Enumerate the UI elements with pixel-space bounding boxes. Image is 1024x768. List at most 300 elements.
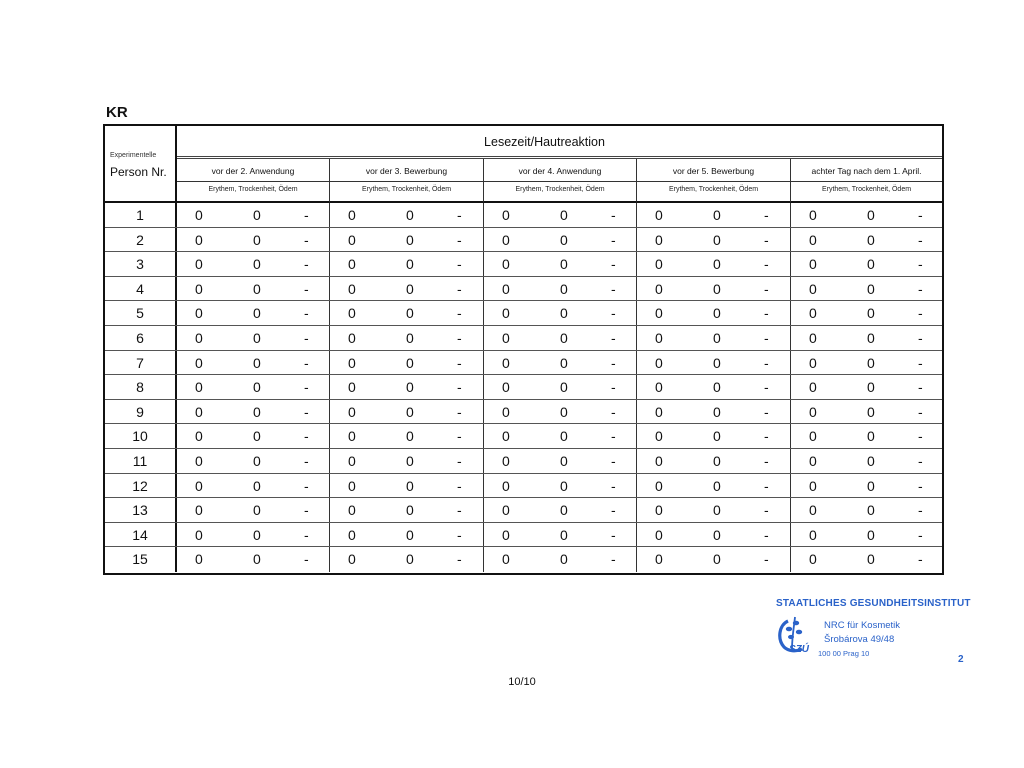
- odem-value: -: [611, 231, 616, 248]
- odem-value: -: [304, 551, 309, 568]
- table-row: [105, 228, 942, 253]
- trockenheit-value: 0: [253, 305, 261, 322]
- reaction-cell: [177, 449, 330, 473]
- trockenheit-value: 0: [560, 551, 568, 568]
- odem-value: -: [611, 256, 616, 273]
- trockenheit-value: 0: [713, 256, 721, 273]
- odem-value: -: [611, 526, 616, 543]
- reaction-cell: [177, 424, 330, 448]
- odem-value: -: [304, 305, 309, 322]
- reaction-cell: [177, 351, 330, 375]
- reaction-cell: [791, 474, 942, 498]
- reaction-cell: [484, 301, 637, 325]
- erythem-value: 0: [348, 526, 356, 543]
- odem-value: -: [611, 428, 616, 445]
- trockenheit-value: 0: [713, 502, 721, 519]
- trockenheit-value: 0: [253, 526, 261, 543]
- odem-value: -: [918, 231, 923, 248]
- erythem-value: 0: [655, 354, 663, 371]
- odem-value: -: [457, 207, 462, 223]
- trockenheit-value: 0: [713, 477, 721, 494]
- odem-value: -: [764, 428, 769, 445]
- trockenheit-value: 0: [867, 305, 875, 322]
- trockenheit-value: 0: [867, 428, 875, 445]
- reaction-cell: [484, 547, 637, 572]
- erythem-value: 0: [809, 551, 817, 568]
- table-row: [105, 424, 942, 449]
- erythem-value: 0: [195, 207, 203, 223]
- trockenheit-value: 0: [406, 403, 414, 420]
- row-header-small-label: Experimentelle: [110, 152, 157, 159]
- odem-value: -: [457, 551, 462, 568]
- table-row: [105, 203, 942, 228]
- erythem-value: 0: [348, 428, 356, 445]
- odem-value: -: [918, 379, 923, 396]
- table-row: [105, 301, 942, 326]
- reaction-cell: [330, 498, 484, 522]
- trockenheit-value: 0: [406, 256, 414, 273]
- period-label: vor der 3. Bewerbung: [365, 166, 448, 176]
- reaction-cell: [330, 474, 484, 498]
- reaction-cell: [177, 523, 330, 547]
- reaction-cell: [484, 277, 637, 301]
- trockenheit-value: 0: [560, 305, 568, 322]
- odem-value: -: [918, 256, 923, 273]
- reaction-cell: [177, 547, 330, 572]
- institute-stamp: [772, 598, 972, 678]
- odem-value: -: [764, 354, 769, 371]
- trockenheit-value: 0: [253, 207, 261, 223]
- reaction-cell: [637, 375, 791, 399]
- trockenheit-value: 0: [253, 256, 261, 273]
- trockenheit-value: 0: [713, 207, 721, 223]
- reaction-cell: [484, 203, 637, 227]
- erythem-value: 0: [655, 453, 663, 469]
- trockenheit-value: 0: [560, 379, 568, 396]
- erythem-value: 0: [348, 403, 356, 420]
- trockenheit-value: 0: [253, 403, 261, 420]
- odem-value: -: [304, 379, 309, 396]
- odem-value: -: [611, 403, 616, 420]
- erythem-value: 0: [655, 428, 663, 445]
- reaction-cell: [484, 326, 637, 350]
- trockenheit-value: 0: [253, 477, 261, 494]
- erythem-value: 0: [809, 379, 817, 396]
- erythem-value: 0: [195, 280, 203, 297]
- row-header-label: Person Nr.: [110, 165, 167, 179]
- erythem-value: 0: [655, 231, 663, 248]
- trockenheit-value: 0: [867, 354, 875, 371]
- period-divider: [330, 181, 483, 182]
- reaction-cell: [637, 203, 791, 227]
- person-number-cell: 13: [105, 498, 177, 522]
- reaction-cell: [791, 424, 942, 448]
- period-sublabel: Erythem, Trockenheit, Ödem: [208, 186, 298, 193]
- row-header-cell: [105, 126, 177, 203]
- trockenheit-value: 0: [406, 354, 414, 371]
- trockenheit-value: 0: [867, 453, 875, 469]
- odem-value: -: [764, 305, 769, 322]
- reaction-cell: [637, 449, 791, 473]
- erythem-value: 0: [502, 551, 510, 568]
- trockenheit-value: 0: [560, 403, 568, 420]
- erythem-value: 0: [348, 477, 356, 494]
- trockenheit-value: 0: [867, 526, 875, 543]
- odem-value: -: [764, 330, 769, 346]
- reaction-cell: [637, 547, 791, 572]
- reaction-cell: [637, 474, 791, 498]
- trockenheit-value: 0: [867, 207, 875, 223]
- odem-value: -: [457, 354, 462, 371]
- table-title-cell: [177, 126, 942, 159]
- document-label: KR: [106, 104, 128, 121]
- odem-value: -: [304, 403, 309, 420]
- trockenheit-value: 0: [560, 526, 568, 543]
- reaction-cell: [637, 351, 791, 375]
- erythem-value: 0: [655, 330, 663, 346]
- trockenheit-value: 0: [713, 305, 721, 322]
- reaction-cell: [637, 252, 791, 276]
- erythem-value: 0: [502, 354, 510, 371]
- odem-value: -: [611, 305, 616, 322]
- table-title: Lesezeit/Hautreaktion: [484, 135, 605, 149]
- erythem-value: 0: [655, 305, 663, 322]
- reaction-cell: [330, 277, 484, 301]
- trockenheit-value: 0: [406, 280, 414, 297]
- odem-value: -: [611, 379, 616, 396]
- odem-value: -: [764, 256, 769, 273]
- odem-value: -: [611, 354, 616, 371]
- reaction-cell: [484, 351, 637, 375]
- period-header-4: [637, 159, 791, 203]
- odem-value: -: [918, 428, 923, 445]
- period-sublabel: Erythem, Trockenheit, Ödem: [361, 186, 452, 193]
- odem-value: -: [764, 477, 769, 494]
- erythem-value: 0: [809, 526, 817, 543]
- reaction-cell: [330, 326, 484, 350]
- odem-value: -: [611, 207, 616, 223]
- table-row: [105, 498, 942, 523]
- reaction-cell: [330, 375, 484, 399]
- erythem-value: 0: [348, 231, 356, 248]
- trockenheit-value: 0: [867, 280, 875, 297]
- odem-value: -: [304, 526, 309, 543]
- trockenheit-value: 0: [867, 330, 875, 346]
- reaction-cell: [484, 424, 637, 448]
- reaction-cell: [177, 498, 330, 522]
- table-row: [105, 326, 942, 351]
- person-number-cell: 1: [105, 203, 177, 227]
- erythem-value: 0: [348, 256, 356, 273]
- reaction-cell: [791, 252, 942, 276]
- trockenheit-value: 0: [406, 207, 414, 223]
- odem-value: -: [457, 305, 462, 322]
- erythem-value: 0: [502, 231, 510, 248]
- trockenheit-value: 0: [867, 502, 875, 519]
- odem-value: -: [764, 453, 769, 469]
- trockenheit-value: 0: [560, 477, 568, 494]
- odem-value: -: [764, 280, 769, 297]
- trockenheit-value: 0: [560, 453, 568, 469]
- odem-value: -: [304, 502, 309, 519]
- reaction-cell: [791, 375, 942, 399]
- odem-value: -: [457, 330, 462, 346]
- reaction-cell: [330, 400, 484, 424]
- erythem-value: 0: [655, 551, 663, 568]
- odem-value: -: [304, 207, 309, 223]
- erythem-value: 0: [655, 502, 663, 519]
- trockenheit-value: 0: [560, 207, 568, 223]
- erythem-value: 0: [809, 477, 817, 494]
- erythem-value: 0: [502, 477, 510, 494]
- erythem-value: 0: [655, 256, 663, 273]
- trockenheit-value: 0: [560, 256, 568, 273]
- erythem-value: 0: [348, 453, 356, 469]
- period-divider: [791, 181, 942, 182]
- trockenheit-value: 0: [253, 330, 261, 346]
- period-label: achter Tag nach dem 1. April.: [811, 166, 922, 176]
- period-label: vor der 4. Anwendung: [518, 166, 602, 176]
- reaction-cell: [637, 228, 791, 252]
- odem-value: -: [918, 502, 923, 519]
- trockenheit-value: 0: [406, 526, 414, 543]
- stamp-line-1: NRC für Kosmetik: [824, 620, 901, 631]
- period-header-5: [791, 159, 942, 203]
- person-number-cell: 11: [105, 449, 177, 473]
- erythem-value: 0: [195, 477, 203, 494]
- erythem-value: 0: [348, 502, 356, 519]
- erythem-value: 0: [809, 280, 817, 297]
- trockenheit-value: 0: [867, 379, 875, 396]
- erythem-value: 0: [348, 551, 356, 568]
- erythem-value: 0: [348, 354, 356, 371]
- table-row: [105, 449, 942, 474]
- period-divider: [484, 181, 636, 182]
- erythem-value: 0: [809, 256, 817, 273]
- erythem-value: 0: [809, 453, 817, 469]
- odem-value: -: [304, 428, 309, 445]
- reaction-cell: [177, 301, 330, 325]
- table-row: [105, 351, 942, 376]
- reaction-cell: [791, 228, 942, 252]
- odem-value: -: [304, 453, 309, 469]
- period-header-3: [484, 159, 637, 203]
- erythem-value: 0: [195, 305, 203, 322]
- reaction-cell: [637, 301, 791, 325]
- erythem-value: 0: [809, 305, 817, 322]
- erythem-value: 0: [502, 280, 510, 297]
- erythem-value: 0: [655, 477, 663, 494]
- odem-value: -: [918, 526, 923, 543]
- person-number-cell: 4: [105, 277, 177, 301]
- trockenheit-value: 0: [713, 330, 721, 346]
- reaction-cell: [330, 449, 484, 473]
- erythem-value: 0: [655, 207, 663, 223]
- reaction-cell: [637, 498, 791, 522]
- odem-value: -: [918, 305, 923, 322]
- odem-value: -: [918, 207, 923, 223]
- odem-value: -: [611, 330, 616, 346]
- erythem-value: 0: [655, 379, 663, 396]
- trockenheit-value: 0: [253, 379, 261, 396]
- reaction-cell: [330, 301, 484, 325]
- erythem-value: 0: [195, 403, 203, 420]
- odem-value: -: [304, 477, 309, 494]
- trockenheit-value: 0: [713, 403, 721, 420]
- odem-value: -: [918, 403, 923, 420]
- erythem-value: 0: [195, 256, 203, 273]
- stamp-institute-name: STAATLICHES GESUNDHEITSINSTITUT: [776, 598, 971, 609]
- reaction-cell: [484, 228, 637, 252]
- period-label: vor der 5. Bewerbung: [672, 166, 755, 176]
- odem-value: -: [764, 551, 769, 568]
- trockenheit-value: 0: [253, 280, 261, 297]
- erythem-value: 0: [502, 453, 510, 469]
- trockenheit-value: 0: [560, 231, 568, 248]
- trockenheit-value: 0: [867, 256, 875, 273]
- trockenheit-value: 0: [867, 403, 875, 420]
- erythem-value: 0: [809, 207, 817, 223]
- odem-value: -: [918, 280, 923, 297]
- person-number-cell: 7: [105, 351, 177, 375]
- erythem-value: 0: [502, 305, 510, 322]
- reaction-cell: [330, 228, 484, 252]
- trockenheit-value: 0: [406, 379, 414, 396]
- reaction-cell: [637, 523, 791, 547]
- trockenheit-value: 0: [253, 354, 261, 371]
- table-row: [105, 474, 942, 499]
- odem-value: -: [457, 256, 462, 273]
- trockenheit-value: 0: [406, 231, 414, 248]
- reaction-cell: [484, 449, 637, 473]
- table-body: [105, 203, 942, 573]
- odem-value: -: [611, 502, 616, 519]
- reaction-cell: [330, 523, 484, 547]
- reaction-cell: [791, 547, 942, 572]
- person-number-cell: 8: [105, 375, 177, 399]
- reaction-cell: [484, 523, 637, 547]
- reaction-cell: [791, 498, 942, 522]
- reaction-cell: [330, 203, 484, 227]
- erythem-value: 0: [348, 280, 356, 297]
- reaction-cell: [791, 301, 942, 325]
- reaction-cell: [330, 424, 484, 448]
- erythem-value: 0: [195, 379, 203, 396]
- period-label: vor der 2. Anwendung: [211, 166, 295, 176]
- erythem-value: 0: [502, 428, 510, 445]
- trockenheit-value: 0: [406, 305, 414, 322]
- person-number-cell: 9: [105, 400, 177, 424]
- trockenheit-value: 0: [560, 330, 568, 346]
- reaction-cell: [637, 424, 791, 448]
- trockenheit-value: 0: [867, 477, 875, 494]
- odem-value: -: [457, 453, 462, 469]
- erythem-value: 0: [502, 330, 510, 346]
- person-number-cell: 2: [105, 228, 177, 252]
- odem-value: -: [764, 231, 769, 248]
- page-number: 10/10: [508, 676, 536, 688]
- reaction-cell: [177, 326, 330, 350]
- period-divider: [637, 181, 790, 182]
- person-number-cell: 10: [105, 424, 177, 448]
- reaction-cell: [791, 326, 942, 350]
- reaction-cell: [484, 474, 637, 498]
- odem-value: -: [918, 453, 923, 469]
- erythem-value: 0: [502, 403, 510, 420]
- reaction-cell: [791, 203, 942, 227]
- reaction-cell: [791, 523, 942, 547]
- trockenheit-value: 0: [713, 379, 721, 396]
- odem-value: -: [918, 330, 923, 346]
- period-sublabel: Erythem, Trockenheit, Ödem: [668, 186, 759, 193]
- reaction-cell: [177, 203, 330, 227]
- reaction-cell: [484, 400, 637, 424]
- odem-value: -: [764, 207, 769, 223]
- erythem-value: 0: [195, 231, 203, 248]
- trockenheit-value: 0: [406, 551, 414, 568]
- person-number-cell: 15: [105, 547, 177, 572]
- erythem-value: 0: [195, 526, 203, 543]
- odem-value: -: [457, 428, 462, 445]
- erythem-value: 0: [348, 305, 356, 322]
- stamp-logo-text: SZÚ: [789, 644, 809, 655]
- odem-value: -: [764, 502, 769, 519]
- trockenheit-value: 0: [406, 330, 414, 346]
- reaction-cell: [637, 277, 791, 301]
- reaction-cell: [177, 400, 330, 424]
- odem-value: -: [764, 379, 769, 396]
- erythem-value: 0: [502, 526, 510, 543]
- erythem-value: 0: [655, 526, 663, 543]
- odem-value: -: [457, 280, 462, 297]
- erythem-value: 0: [348, 207, 356, 223]
- erythem-value: 0: [809, 502, 817, 519]
- odem-value: -: [918, 354, 923, 371]
- trockenheit-value: 0: [560, 354, 568, 371]
- stamp-line-2: Šrobárova 49/48: [824, 634, 895, 645]
- odem-value: -: [611, 477, 616, 494]
- odem-value: -: [918, 551, 923, 568]
- erythem-value: 0: [195, 330, 203, 346]
- odem-value: -: [304, 256, 309, 273]
- reaction-cell: [637, 326, 791, 350]
- trockenheit-value: 0: [713, 526, 721, 543]
- erythem-value: 0: [195, 428, 203, 445]
- reaction-cell: [177, 474, 330, 498]
- reaction-cell: [791, 277, 942, 301]
- trockenheit-value: 0: [406, 502, 414, 519]
- erythem-value: 0: [655, 403, 663, 420]
- stamp-page-mark: 2: [958, 654, 964, 665]
- odem-value: -: [457, 526, 462, 543]
- trockenheit-value: 0: [406, 477, 414, 494]
- odem-value: -: [457, 477, 462, 494]
- person-number-cell: 14: [105, 523, 177, 547]
- period-header-1: [177, 159, 330, 203]
- period-header-2: [330, 159, 484, 203]
- odem-value: -: [611, 551, 616, 568]
- odem-value: -: [457, 403, 462, 420]
- erythem-value: 0: [195, 354, 203, 371]
- erythem-value: 0: [502, 207, 510, 223]
- trockenheit-value: 0: [560, 280, 568, 297]
- person-number-cell: 5: [105, 301, 177, 325]
- period-sublabel: Erythem, Trockenheit, Ödem: [821, 186, 912, 193]
- reaction-cell: [177, 252, 330, 276]
- odem-value: -: [457, 502, 462, 519]
- szu-logo-icon: [774, 615, 822, 657]
- odem-value: -: [611, 280, 616, 297]
